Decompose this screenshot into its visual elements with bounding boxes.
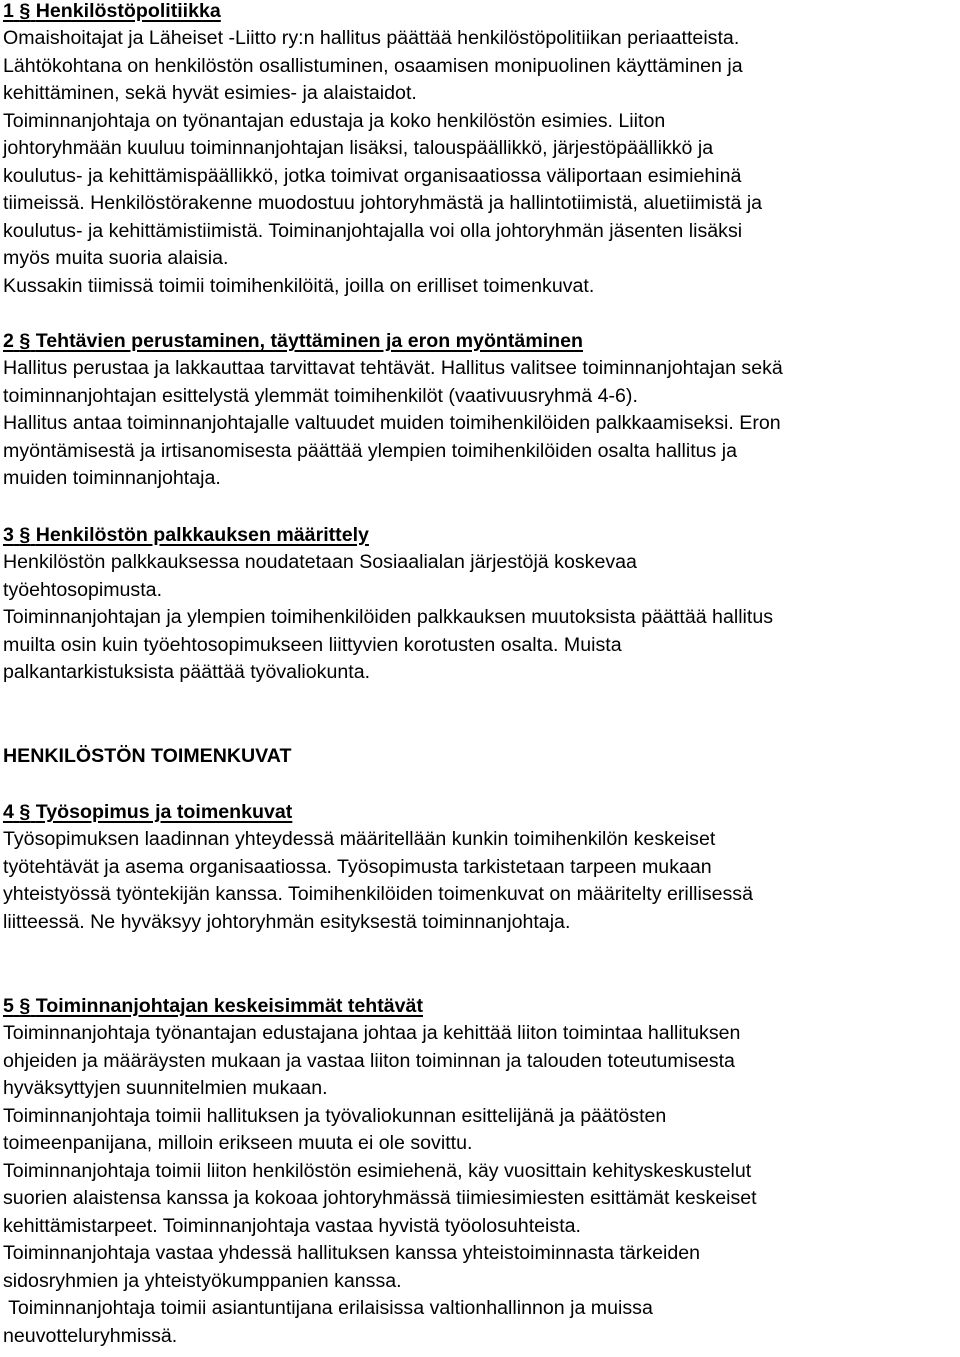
section-symbol: §: [19, 0, 31, 22]
paragraph-line: kehittäminen, sekä hyvät esimies- ja alaistaidot.: [3, 82, 417, 104]
section-heading-4: [3, 799, 292, 826]
paragraph-line: myöntämisestä ja irtisanomisesta päättää ylempien toimihenkilöiden osalta hallitus ja: [3, 440, 738, 462]
paragraph-line: myös muita suoria alaisia.: [3, 247, 229, 269]
paragraph-line: Toiminnanjohtaja toimii liiton henkilöstön esimiehenä, käy vuosittain kehityskeskustelut: [3, 1160, 752, 1182]
paragraph-line: muiden toiminnanjohtaja.: [3, 467, 221, 489]
paragraph-line: Kussakin tiimissä toimii toimihenkilöitä, joilla on erilliset toimenkuvat.: [3, 275, 595, 297]
section-symbol: §: [19, 330, 31, 352]
paragraph-line: Toiminnanjohtaja toimii hallituksen ja työvaliokunnan esittelijänä ja päätösten: [3, 1105, 667, 1127]
paragraph-line: neuvotteluryhmissä.: [3, 1325, 178, 1347]
paragraph-line: Omaishoitajat ja Läheiset -Liitto ry:n hallitus päättää henkilöstöpolitiikan periaatteista.: [3, 27, 740, 49]
section-number: 1: [3, 0, 14, 22]
section-title: Toiminnanjohtajan keskeisimmät tehtävät: [35, 995, 423, 1017]
paragraph-line: liitteessä. Ne hyväksyy johtoryhmän esityksestä toiminnanjohtaja.: [3, 911, 571, 933]
paragraph-line: Lähtökohtana on henkilöstön osallistuminen, osaamisen monipuolinen käyttäminen ja: [3, 55, 743, 77]
paragraph-line: sidosryhmien ja yhteistyökumppanien kanssa.: [3, 1270, 402, 1292]
paragraph-line: koulutus- ja kehittämistiimistä. Toiminanjohtajalla voi olla johtoryhmän jäsenten lisäksi: [3, 220, 743, 242]
paragraph-line: Toiminnanjohtaja työnantajan edustajana johtaa ja kehittää liiton toimintaa hallituksen: [3, 1022, 741, 1044]
paragraph-line: työehtosopimusta.: [3, 579, 163, 601]
section-title: Tehtävien perustaminen, täyttäminen ja eron myöntäminen: [35, 330, 584, 352]
paragraph-line: toimeenpanijana, milloin erikseen muuta ei ole sovittu.: [3, 1132, 473, 1154]
section-heading-2: [3, 328, 583, 355]
paragraph-line: suorien alaistensa kanssa ja kokoaa johtoryhmässä tiimiesimiesten esittämät keskeiset: [3, 1187, 757, 1209]
paragraph-line: johtoryhmään kuuluu toiminnanjohtajan lisäksi, talouspäällikkö, järjestöpäällikkö ja: [3, 137, 714, 159]
section-number: 3: [3, 524, 14, 546]
section-heading-1: [3, 0, 221, 25]
paragraph-line: Toiminnanjohtaja vastaa yhdessä hallituksen kanssa yhteistoiminnasta tärkeiden: [3, 1242, 701, 1264]
paragraph-line: yhteistyössä työntekijän kanssa. Toimihenkilöiden toimenkuvat on määritelty erillisessä: [3, 883, 754, 905]
section-number: 2: [3, 330, 14, 352]
section-heading-3: [3, 522, 369, 549]
section-symbol: §: [19, 524, 31, 546]
paragraph-line: Toiminnanjohtaja on työnantajan edustaja ja koko henkilöstön esimies. Liiton: [3, 110, 666, 132]
section-number: 4: [3, 801, 14, 823]
section-title: Henkilöstöpolitiikka: [35, 0, 221, 22]
paragraph-line: Toiminnanjohtajan ja ylempien toimihenkilöiden palkkauksen muutoksista päättää hallitus: [3, 606, 774, 628]
paragraph-line: työtehtävät ja asema organisaatiossa. Työsopimusta tarkistetaan tarpeen mukaan: [3, 856, 712, 878]
paragraph-line: ohjeiden ja määräysten mukaan ja vastaa liiton toiminnan ja talouden toteutumisesta: [3, 1050, 735, 1072]
paragraph-line: palkantarkistuksista päättää työvaliokunta.: [3, 661, 371, 683]
section-symbol: §: [19, 995, 31, 1017]
paragraph-line: Hallitus antaa toiminnanjohtajalle valtuudet muiden toimihenkilöiden palkkaamiseksi. Eron: [3, 412, 781, 434]
section-title: Työsopimus ja toimenkuvat: [35, 801, 293, 823]
paragraph-line: kehittämistarpeet. Toiminnanjohtaja vastaa hyvistä työolosuhteista.: [3, 1215, 581, 1237]
paragraph-line: toiminnanjohtajan esittelystä ylemmät toimihenkilöt (vaativuusryhmä 4-6).: [3, 385, 638, 407]
paragraph-line: hyväksyttyjen suunnitelmien mukaan.: [3, 1077, 328, 1099]
paragraph-line: koulutus- ja kehittämispäällikkö, jotka toimivat organisaatiossa väliportaan esimiehinä: [3, 165, 742, 187]
paragraph-line: Hallitus perustaa ja lakkauttaa tarvittavat tehtävät. Hallitus valitsee toiminnanjohtajan sekä: [3, 357, 783, 379]
paragraph-line: Henkilöstön palkkauksessa noudatetaan Sosiaalialan järjestöjä koskevaa: [3, 551, 637, 573]
paragraph-line: Toiminnanjohtaja toimii asiantuntijana erilaisissa valtionhallinnon ja muissa: [3, 1297, 653, 1319]
section-heading-5: [3, 993, 423, 1020]
paragraph-line: Työsopimuksen laadinnan yhteydessä määritellään kunkin toimihenkilön keskeiset: [3, 828, 716, 850]
section-symbol: §: [19, 801, 31, 823]
section-number: 5: [3, 995, 14, 1017]
paragraph-line: muilta osin kuin työehtosopimukseen liittyvien korotusten osalta. Muista: [3, 634, 622, 656]
paragraph-line: tiimeissä. Henkilöstörakenne muodostuu johtoryhmästä ja hallintotiimistä, aluetiimistä ja: [3, 192, 763, 214]
mid-heading: HENKILÖSTÖN TOIMENKUVAT: [3, 745, 292, 767]
section-title: Henkilöstön palkkauksen määrittely: [35, 524, 369, 546]
